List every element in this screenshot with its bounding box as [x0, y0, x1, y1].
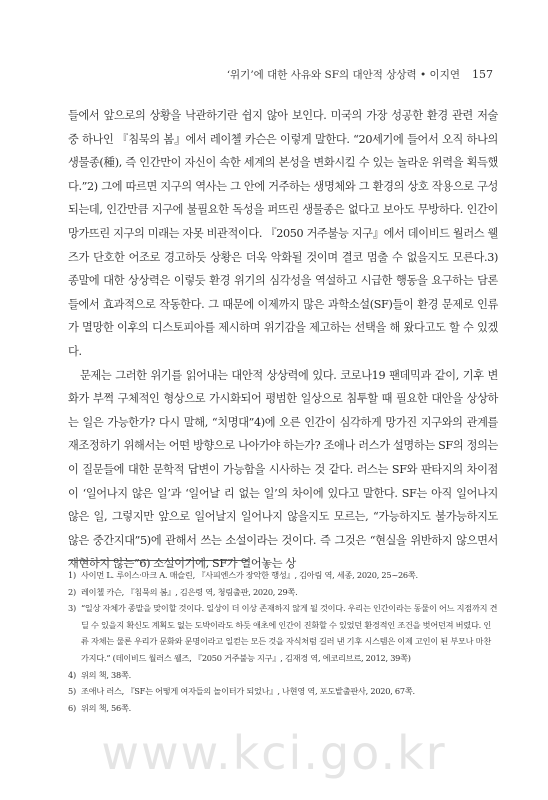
- footnote-6: [68, 700, 498, 717]
- footnote-1: [68, 567, 498, 584]
- footnote-number: 5): [68, 686, 76, 697]
- running-header: [0, 66, 493, 82]
- running-title: ‘위기’에 대한 사유와 SF의 대안적 상상력 • 이지연: [226, 68, 460, 81]
- watermark: www.kci.go.kr: [101, 726, 447, 780]
- footnote-text: 사이먼 L. 루이스·마크 A. 매슬린, 『사피엔스가 장악한 행성』, 김아림 역, 세종, 2020, 25~26쪽.: [81, 570, 418, 580]
- footnote-4: [68, 667, 498, 684]
- footnote-divider: [68, 560, 248, 561]
- body-paragraph-1: 들에서 앞으로의 상황을 낙관하기란 쉽지 않아 보인다. 미국의 가장 성공한 환경 관련 저술 중 하나인 『침묵의 봄』에서 레이첼 카슨은 이렇게 말한다. “20세기에 들어서 오직 하나의 생물종(種), 즉 인간만이 자신이 속한 세계의 본성을 변화시킬 수 있는 놀라운 위력을 획득했다.”2) 그에 따르면 지구의 역사는 그 안에 거주하는 생명체와 그 환경의 상호 작용으로 구성되는데, 인간만큼 지구에 불필요한 독성을 퍼뜨린 생물종은 없다고 보아도 무방하다. 인간이 망가뜨린 지구의 미래는 자못 비관적이다. 『2050 거주불능 지구』에서 데이비드 월러스 웰즈가 단호한 어조로 경고하듯 상황은 더욱 악화될 것이며 결코 멈출 수 없을지도 모른다.3) 종말에 대한 상상력은 이렇듯 환경 위기의 심각성을 역설하고 시급한 행동을 요구하는 담론들에서 효과적으로 작동한다. 그 때문에 이제까지 많은 과학소설(SF)들이 환경 문제로 인류가 멸망한 이후의 디스토피아를 제시하며 위기감을 제고하는 선택을 해 왔다고도 할 수 있겠다.: [68, 109, 498, 358]
- footnote-5: [68, 683, 498, 700]
- footnote-text: 위의 책, 38쪽.: [81, 669, 131, 680]
- footnote-text: 위의 책, 56쪽.: [81, 702, 131, 713]
- footnote-2: [68, 584, 498, 601]
- footnote-text: “일상 자체가 종말을 맞이할 것이다. 일상이 더 이상 존재하지 않게 될 것이다. 우리는 인간이라는 동물이 어느 지점까지 견딜 수 있을지 확신도 계획도 없는 도박이라도 하듯 애초에 인간이 진화할 수 있었던 환경적인 조건을 벗어던져 버렸다. 인류 자체는 물론 우리가 문화와 문명이라고 일컫는 모든 것을 자식처럼 길러 낸 기후 시스템은 이제 고인이 된 부모나 마찬가지다.” (데이비드 월러스 웰즈, 『2050 거주불능 지구』, 김재경 역, 에코리브르, 2012, 39쪽): [81, 603, 498, 663]
- footnote-text: 레이첼 카슨, 『침묵의 봄』, 김은령 역, 청림출판, 2020, 29쪽.: [81, 586, 298, 597]
- footnotes: [68, 567, 498, 716]
- footnote-number: 6): [68, 702, 76, 713]
- footnote-number: 1): [68, 570, 76, 580]
- footnote-number: 3): [68, 603, 76, 614]
- footnote-number: 4): [68, 669, 76, 680]
- footnote-3: [68, 600, 498, 666]
- body-paragraph-2: 문제는 그러한 위기를 읽어내는 대안적 상상력에 있다. 코로나19 팬데믹과 같이, 기후 변화가 부쩍 구체적인 형상으로 가시화되어 평범한 일상으로 침투할 때 필요한 대안을 상상하는 일은 가능한가? 다시 말해, “치명대”4)에 오른 인간이 심각하게 망가진 지구와의 관계를 재조정하기 위해서는 어떤 방향으로 나아가야 하는가? 조애나 러스가 설명하는 SF의 정의는 이 질문들에 대한 문학적 답변이 가능함을 시사하는 것 같다. 러스는 SF와 판타지의 차이점이 ‘일어나지 않은 일’과 ‘일어날 리 없는 일’의 차이에 있다고 말한다. SF는 아직 일어나지 않은 일, 그렇지만 앞으로 일어날지 일어나지 않을지도 모르는, “가능하지도 불가능하지도 않은 중간지대”5)에 관해서 쓰는 소설이라는 것이다. 즉 그것은 “현실을 위반하지 않으면서 재현하지 않는”6) 소설이기에, SF가 열어놓는 상: [68, 368, 498, 571]
- footnote-text: 조애나 러스, 『SF는 어떻게 여자들의 놀이터가 되었나』, 나현영 역, 포도밭출판사, 2020, 67쪽.: [81, 686, 415, 697]
- page-number: 157: [472, 67, 493, 81]
- body-text: [68, 104, 498, 576]
- footnote-number: 2): [68, 586, 76, 597]
